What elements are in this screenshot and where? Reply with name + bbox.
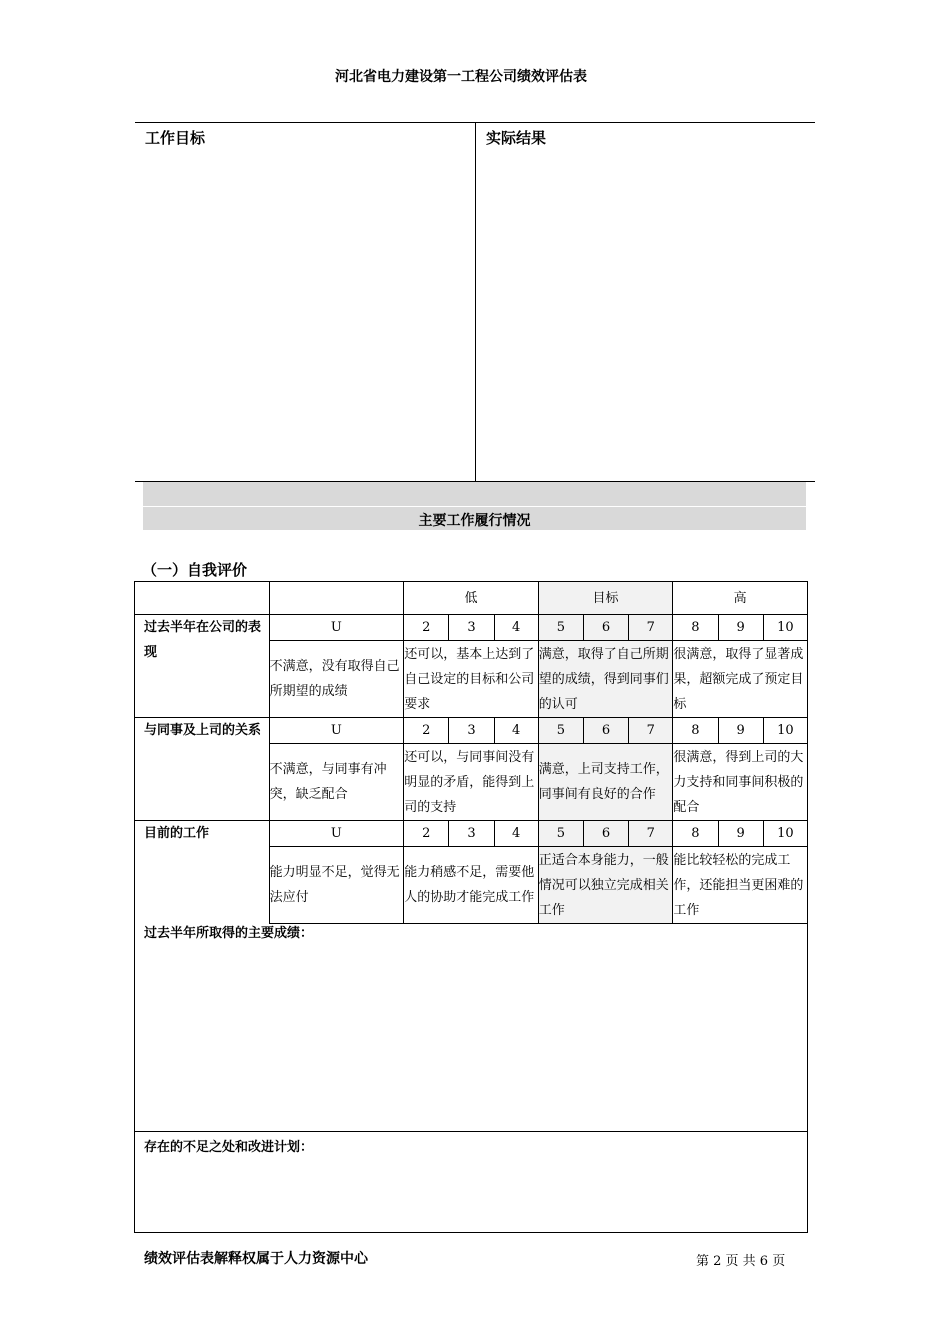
score-cell[interactable]: 6 bbox=[583, 615, 628, 641]
score-cell[interactable]: 2 bbox=[404, 821, 449, 847]
level-high: 高 bbox=[673, 582, 808, 615]
improvements-label: 存在的不足之处和改进计划： bbox=[144, 1140, 314, 1155]
score-cell[interactable]: 9 bbox=[718, 718, 763, 744]
page-number: 第 2 页 共 6 页 bbox=[696, 1254, 786, 1269]
description-cell: 能力稍感不足，需要他人的协助才能完成工作 bbox=[404, 847, 539, 924]
score-cell[interactable]: 3 bbox=[449, 718, 494, 744]
description-cell: 还可以，基本上达到了自己设定的目标和公司要求 bbox=[404, 641, 539, 718]
score-cell[interactable]: 5 bbox=[538, 718, 583, 744]
score-cell[interactable]: 6 bbox=[583, 821, 628, 847]
score-cell[interactable]: 7 bbox=[629, 615, 673, 641]
score-cell[interactable]: 3 bbox=[449, 821, 494, 847]
description-cell: 很满意，取得了显著成果，超额完成了预定目标 bbox=[673, 641, 808, 718]
score-cell[interactable]: 5 bbox=[538, 821, 583, 847]
category-current-work: 目前的工作 bbox=[135, 821, 270, 924]
description-cell: 能比较轻松的完成工作，还能担当更困难的工作 bbox=[673, 847, 808, 924]
description-cell: 满意，上司支持工作，同事间有良好的合作 bbox=[538, 744, 673, 821]
work-goals-label: 工作目标 bbox=[145, 129, 206, 147]
score-cell[interactable]: 3 bbox=[449, 615, 494, 641]
category-relationships: 与同事及上司的关系 bbox=[135, 718, 270, 821]
banner-divider bbox=[143, 506, 806, 507]
description-cell: 不满意，与同事有冲突，缺乏配合 bbox=[269, 744, 404, 821]
score-cell[interactable]: 9 bbox=[718, 615, 763, 641]
document-title: 河北省电力建设第一工程公司绩效评估表 bbox=[335, 69, 587, 85]
description-cell: 能力明显不足，觉得无法应付 bbox=[269, 847, 404, 924]
score-cell[interactable]: 10 bbox=[763, 718, 807, 744]
footer-note: 绩效评估表解释权属于人力资源中心 bbox=[144, 1251, 368, 1267]
actual-results-label: 实际结果 bbox=[486, 129, 547, 147]
goals-section bbox=[135, 122, 815, 482]
score-cell[interactable]: 8 bbox=[673, 615, 718, 641]
achievements-box[interactable] bbox=[134, 918, 808, 1132]
score-cell[interactable]: 6 bbox=[583, 718, 628, 744]
score-cell[interactable]: 2 bbox=[404, 615, 449, 641]
score-cell[interactable]: 4 bbox=[494, 718, 538, 744]
score-cell[interactable]: 10 bbox=[763, 615, 807, 641]
self-evaluation-table bbox=[134, 581, 808, 924]
work-goals-cell bbox=[135, 123, 476, 481]
achievements-label: 过去半年所取得的主要成绩： bbox=[144, 926, 314, 941]
level-low: 低 bbox=[404, 582, 539, 615]
description-cell: 正适合本身能力，一般情况可以独立完成相关工作 bbox=[538, 847, 673, 924]
description-cell: 满意，取得了自己所期望的成绩，得到同事们的认可 bbox=[538, 641, 673, 718]
score-cell[interactable]: 8 bbox=[673, 821, 718, 847]
description-cell: 还可以，与同事间没有明显的矛盾，能得到上司的支持 bbox=[404, 744, 539, 821]
score-cell[interactable]: 4 bbox=[494, 821, 538, 847]
description-cell: 很满意，得到上司的大力支持和同事间积极的配合 bbox=[673, 744, 808, 821]
improvements-box[interactable] bbox=[134, 1131, 808, 1233]
category-performance: 过去半年在公司的表现 bbox=[135, 615, 270, 718]
actual-results-cell bbox=[476, 123, 815, 481]
header-empty-cell bbox=[269, 582, 404, 615]
score-cell[interactable]: U bbox=[269, 615, 404, 641]
score-cell[interactable]: 2 bbox=[404, 718, 449, 744]
score-cell[interactable]: 4 bbox=[494, 615, 538, 641]
score-cell[interactable]: 9 bbox=[718, 821, 763, 847]
level-target: 目标 bbox=[538, 582, 673, 615]
score-cell[interactable]: 7 bbox=[629, 718, 673, 744]
header-empty-cell bbox=[135, 582, 270, 615]
section-banner bbox=[143, 482, 806, 530]
score-cell[interactable]: U bbox=[269, 718, 404, 744]
section-banner-title: 主要工作履行情况 bbox=[418, 513, 531, 529]
score-cell[interactable]: U bbox=[269, 821, 404, 847]
score-cell[interactable]: 8 bbox=[673, 718, 718, 744]
score-cell[interactable]: 10 bbox=[763, 821, 807, 847]
self-evaluation-heading: （一）自我评价 bbox=[142, 561, 248, 579]
score-cell[interactable]: 5 bbox=[538, 615, 583, 641]
description-cell: 不满意，没有取得自己所期望的成绩 bbox=[269, 641, 404, 718]
score-cell[interactable]: 7 bbox=[629, 821, 673, 847]
